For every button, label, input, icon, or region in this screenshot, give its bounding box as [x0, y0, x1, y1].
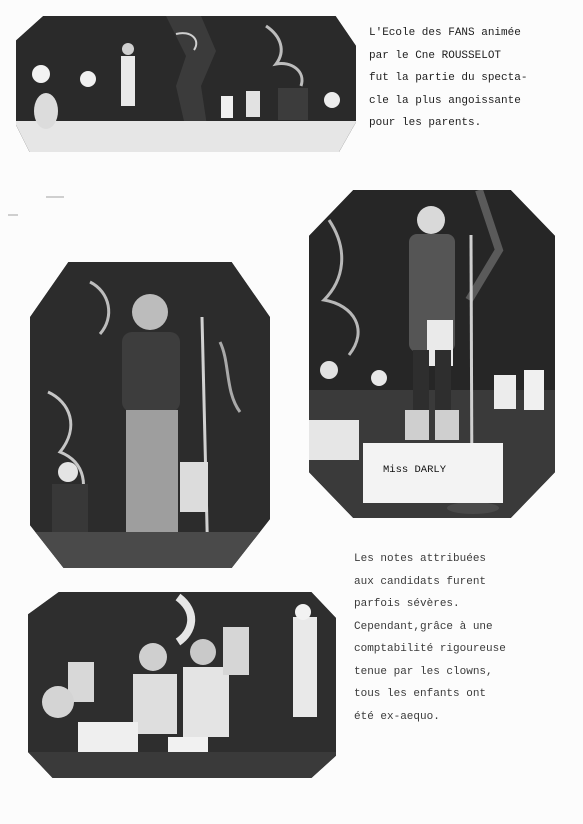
- name-sign-label: Miss DARLY: [383, 464, 447, 476]
- bottom-caption-line: parfois sévères.: [354, 598, 460, 610]
- bottom-caption-line: été ex-aequo.: [354, 710, 440, 723]
- paper-speck: [8, 214, 18, 216]
- bottom-caption-line: aux candidats furent: [354, 575, 487, 588]
- bottom-caption-line: Cependant,grâce à une: [354, 620, 493, 633]
- bottom-caption-line: comptabilité rigoureuse: [354, 643, 506, 655]
- stage-group-photo: [16, 16, 356, 152]
- top-caption-line: pour les parents.: [369, 117, 482, 129]
- bottom-caption-line: tenue par les clowns,: [354, 665, 493, 678]
- children-seated-photo: [28, 592, 336, 778]
- bottom-caption-line: tous les enfants ont: [354, 688, 487, 700]
- paper-speck: [46, 196, 64, 198]
- bottom-caption-line: Les notes attribuées: [354, 553, 487, 565]
- top-caption-line: fut la partie du specta-: [369, 72, 528, 84]
- top-caption-line: par le Cne ROUSSELOT: [369, 49, 502, 62]
- top-caption-line: cle la plus angoissante: [369, 94, 521, 107]
- top-caption-line: L'Ecole des FANS animée: [369, 27, 521, 39]
- boy-at-microphone-photo: [30, 262, 270, 568]
- top-caption: [369, 22, 527, 135]
- bottom-caption: [354, 548, 506, 728]
